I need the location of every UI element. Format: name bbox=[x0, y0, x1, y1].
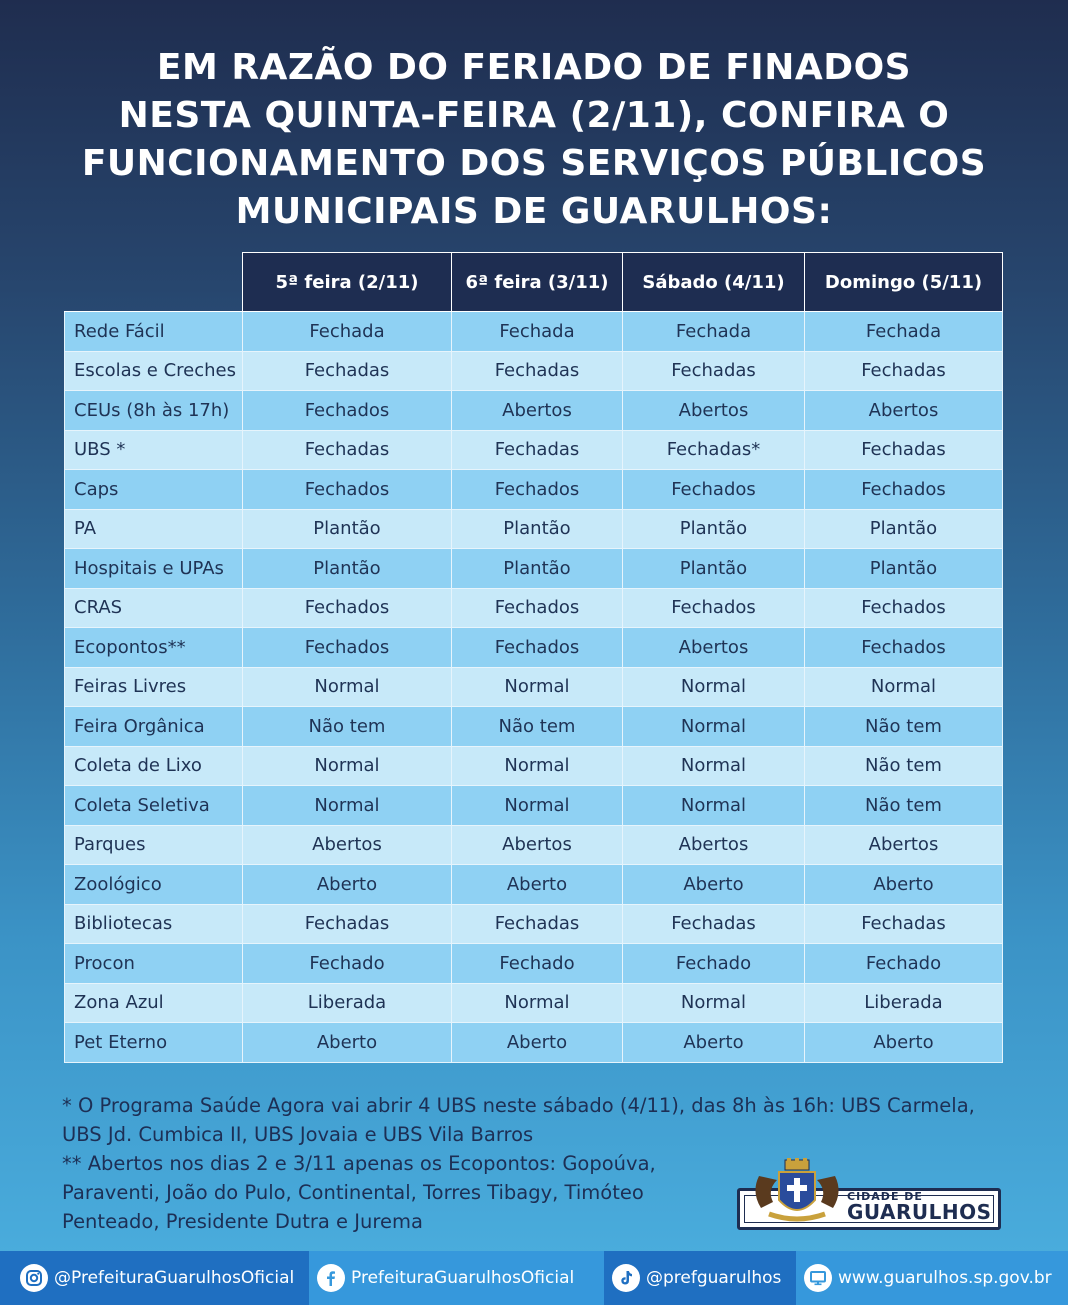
service-name: PA bbox=[65, 509, 243, 549]
status-cell: Normal bbox=[623, 667, 805, 707]
status-cell: Fechados bbox=[452, 588, 623, 628]
status-cell: Fechadas bbox=[452, 430, 623, 470]
status-cell: Plantão bbox=[805, 549, 1003, 589]
status-cell: Fechadas bbox=[805, 430, 1003, 470]
table-row bbox=[65, 944, 1003, 984]
status-cell: Normal bbox=[452, 746, 623, 786]
coat-of-arms-icon bbox=[747, 1158, 847, 1230]
status-cell: Normal bbox=[243, 667, 452, 707]
service-name: CRAS bbox=[65, 588, 243, 628]
facebook-handle: PrefeituraGuarulhosOficial bbox=[351, 1268, 575, 1288]
status-cell: Normal bbox=[805, 667, 1003, 707]
status-cell: Fechada bbox=[623, 312, 805, 352]
status-cell: Fechado bbox=[623, 944, 805, 984]
status-cell: Fechados bbox=[452, 470, 623, 510]
headline bbox=[30, 44, 1038, 236]
table-row bbox=[65, 391, 1003, 431]
logo-text-small: CIDADE DE bbox=[847, 1190, 923, 1203]
table-row bbox=[65, 983, 1003, 1023]
tiktok-handle: @prefguarulhos bbox=[646, 1268, 782, 1288]
table-body bbox=[65, 312, 1003, 1063]
service-name: Rede Fácil bbox=[65, 312, 243, 352]
facebook-link[interactable] bbox=[309, 1251, 604, 1305]
service-name: Procon bbox=[65, 944, 243, 984]
status-cell: Abertos bbox=[805, 825, 1003, 865]
status-cell: Abertos bbox=[452, 825, 623, 865]
table-row bbox=[65, 549, 1003, 589]
service-name: Zoológico bbox=[65, 865, 243, 905]
service-name: Feira Orgânica bbox=[65, 707, 243, 747]
instagram-icon bbox=[20, 1264, 48, 1292]
status-cell: Fechado bbox=[805, 944, 1003, 984]
status-cell: Não tem bbox=[805, 786, 1003, 826]
tiktok-icon bbox=[612, 1264, 640, 1292]
status-cell: Fechado bbox=[243, 944, 452, 984]
table-row bbox=[65, 312, 1003, 352]
services-table bbox=[64, 252, 1003, 1063]
status-cell: Plantão bbox=[452, 549, 623, 589]
facebook-icon bbox=[317, 1264, 345, 1292]
table-row bbox=[65, 667, 1003, 707]
status-cell: Fechados bbox=[805, 588, 1003, 628]
status-cell: Fechada bbox=[805, 312, 1003, 352]
status-cell: Aberto bbox=[623, 1023, 805, 1063]
column-header: Domingo (5/11) bbox=[805, 253, 1003, 312]
status-cell: Fechadas bbox=[452, 351, 623, 391]
service-name: Coleta de Lixo bbox=[65, 746, 243, 786]
table-row bbox=[65, 825, 1003, 865]
status-cell: Fechados bbox=[805, 628, 1003, 668]
service-name: CEUs (8h às 17h) bbox=[65, 391, 243, 431]
status-cell: Fechadas* bbox=[623, 430, 805, 470]
footnote-ubs: * O Programa Saúde Agora vai abrir 4 UBS neste sábado (4/11), das 8h às 16h: UBS Carmela, UBS Jd. Cumbica II, UBS Jovaia e UBS Vila Barros bbox=[62, 1094, 975, 1146]
status-cell: Aberto bbox=[452, 1023, 623, 1063]
headline-line: EM RAZÃO DO FERIADO DE FINADOS bbox=[156, 47, 912, 88]
status-cell: Aberto bbox=[243, 1023, 452, 1063]
column-header: 6ª feira (3/11) bbox=[452, 253, 623, 312]
status-cell: Liberada bbox=[243, 983, 452, 1023]
service-name: Feiras Livres bbox=[65, 667, 243, 707]
status-cell: Aberto bbox=[243, 865, 452, 905]
logo-text-big: GUARULHOS bbox=[847, 1200, 992, 1224]
tiktok-link[interactable] bbox=[604, 1251, 796, 1305]
table-row bbox=[65, 351, 1003, 391]
table-row bbox=[65, 1023, 1003, 1063]
status-cell: Abertos bbox=[243, 825, 452, 865]
headline-line: FUNCIONAMENTO DOS SERVIÇOS PÚBLICOS bbox=[81, 143, 987, 184]
status-cell: Abertos bbox=[623, 391, 805, 431]
status-cell: Fechadas bbox=[243, 430, 452, 470]
status-cell: Plantão bbox=[623, 549, 805, 589]
status-cell: Fechadas bbox=[623, 351, 805, 391]
service-name: Escolas e Creches bbox=[65, 351, 243, 391]
headline-line: MUNICIPAIS DE GUARULHOS: bbox=[235, 191, 833, 232]
status-cell: Fechadas bbox=[805, 351, 1003, 391]
table-row bbox=[65, 904, 1003, 944]
headline-line: NESTA QUINTA-FEIRA (2/11), CONFIRA O bbox=[118, 95, 950, 136]
table-header-row bbox=[65, 253, 1003, 312]
status-cell: Normal bbox=[623, 786, 805, 826]
table-corner bbox=[65, 253, 243, 312]
service-name: Parques bbox=[65, 825, 243, 865]
status-cell: Plantão bbox=[243, 549, 452, 589]
status-cell: Abertos bbox=[623, 825, 805, 865]
table-row bbox=[65, 628, 1003, 668]
status-cell: Fechados bbox=[243, 391, 452, 431]
status-cell: Abertos bbox=[805, 391, 1003, 431]
service-name: Hospitais e UPAs bbox=[65, 549, 243, 589]
status-cell: Aberto bbox=[805, 1023, 1003, 1063]
status-cell: Normal bbox=[452, 786, 623, 826]
city-logo bbox=[737, 1158, 1001, 1230]
status-cell: Fechadas bbox=[623, 904, 805, 944]
status-cell: Liberada bbox=[805, 983, 1003, 1023]
status-cell: Normal bbox=[243, 746, 452, 786]
status-cell: Normal bbox=[452, 983, 623, 1023]
status-cell: Abertos bbox=[623, 628, 805, 668]
status-cell: Fechados bbox=[243, 588, 452, 628]
table-row bbox=[65, 588, 1003, 628]
status-cell: Fechada bbox=[452, 312, 623, 352]
status-cell: Fechados bbox=[623, 470, 805, 510]
table-row bbox=[65, 470, 1003, 510]
status-cell: Abertos bbox=[452, 391, 623, 431]
status-cell: Fechadas bbox=[805, 904, 1003, 944]
service-name: UBS * bbox=[65, 430, 243, 470]
status-cell: Plantão bbox=[623, 509, 805, 549]
status-cell: Não tem bbox=[243, 707, 452, 747]
service-name: Coleta Seletiva bbox=[65, 786, 243, 826]
status-cell: Fechadas bbox=[243, 351, 452, 391]
status-cell: Plantão bbox=[805, 509, 1003, 549]
table-row bbox=[65, 865, 1003, 905]
status-cell: Normal bbox=[623, 746, 805, 786]
status-cell: Normal bbox=[623, 707, 805, 747]
status-cell: Não tem bbox=[805, 746, 1003, 786]
status-cell: Plantão bbox=[243, 509, 452, 549]
status-cell: Fechadas bbox=[452, 904, 623, 944]
instagram-handle: @PrefeituraGuarulhosOficial bbox=[54, 1268, 295, 1288]
status-cell: Não tem bbox=[452, 707, 623, 747]
table-row bbox=[65, 707, 1003, 747]
service-name: Ecopontos** bbox=[65, 628, 243, 668]
status-cell: Não tem bbox=[805, 707, 1003, 747]
monitor-icon bbox=[804, 1264, 832, 1292]
status-cell: Fechadas bbox=[243, 904, 452, 944]
status-cell: Fechados bbox=[805, 470, 1003, 510]
status-cell: Fechados bbox=[623, 588, 805, 628]
status-cell: Aberto bbox=[623, 865, 805, 905]
instagram-link[interactable] bbox=[0, 1251, 309, 1305]
column-header: Sábado (4/11) bbox=[623, 253, 805, 312]
status-cell: Plantão bbox=[452, 509, 623, 549]
footnote-ecopontos: ** Abertos nos dias 2 e 3/11 apenas os Ecopontos: Gopoúva, Paraventi, João do Pulo, Continental, Torres Tibagy, Timóteo Penteado, Presidente Dutra e Jurema bbox=[62, 1152, 656, 1233]
status-cell: Normal bbox=[623, 983, 805, 1023]
social-footer bbox=[0, 1251, 1068, 1305]
website-link[interactable] bbox=[796, 1251, 1068, 1305]
column-header: 5ª feira (2/11) bbox=[243, 253, 452, 312]
table-row bbox=[65, 746, 1003, 786]
service-name: Bibliotecas bbox=[65, 904, 243, 944]
status-cell: Aberto bbox=[452, 865, 623, 905]
status-cell: Normal bbox=[243, 786, 452, 826]
status-cell: Fechados bbox=[452, 628, 623, 668]
status-cell: Fechado bbox=[452, 944, 623, 984]
table-row bbox=[65, 786, 1003, 826]
service-name: Zona Azul bbox=[65, 983, 243, 1023]
table-row bbox=[65, 509, 1003, 549]
status-cell: Fechados bbox=[243, 628, 452, 668]
table-row bbox=[65, 430, 1003, 470]
status-cell: Normal bbox=[452, 667, 623, 707]
service-name: Pet Eterno bbox=[65, 1023, 243, 1063]
status-cell: Fechada bbox=[243, 312, 452, 352]
status-cell: Fechados bbox=[243, 470, 452, 510]
status-cell: Aberto bbox=[805, 865, 1003, 905]
website-url: www.guarulhos.sp.gov.br bbox=[838, 1268, 1052, 1288]
service-name: Caps bbox=[65, 470, 243, 510]
